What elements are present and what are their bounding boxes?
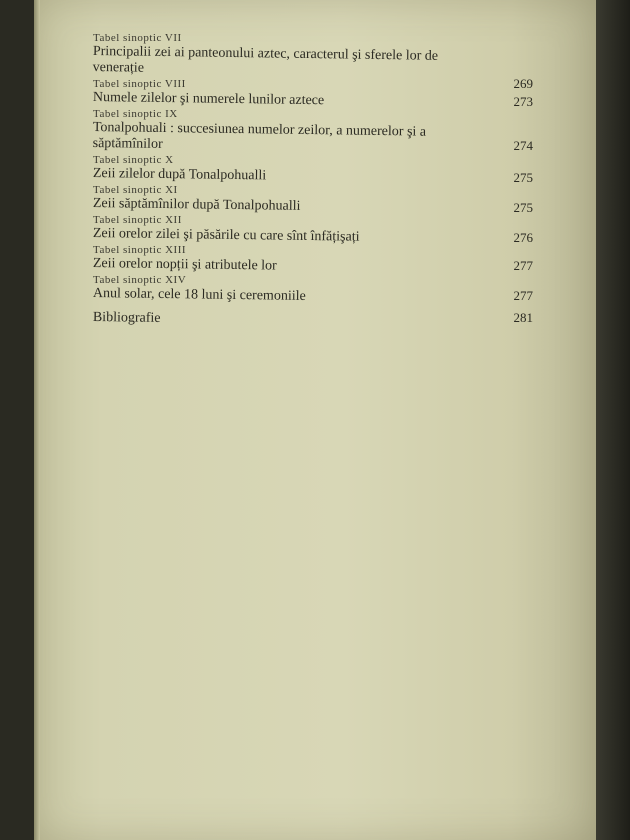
table-of-contents [93,32,533,328]
entry-page: 274 [513,138,533,153]
entry-page: 273 [513,94,533,109]
toc-entry-xi [92,184,533,215]
entry-title: Bibliografie [92,310,161,326]
entry-page: 269 [513,76,533,91]
entry-page: 275 [513,170,533,185]
entry-page: 277 [513,258,533,273]
entry-page: 277 [513,288,533,303]
entry-page: 275 [513,200,533,215]
toc-entry-x [92,154,533,185]
entry-label: Tabel sinoptic XIII [93,244,187,256]
entry-page: 276 [513,230,533,245]
background-strip [596,0,630,840]
entry-title: Zeii zilelor după Tonalpohualli [92,166,267,184]
toc-entry-viii [92,78,533,109]
entry-title: Anul solar, cele 18 luni şi ceremoniile [92,286,306,304]
toc-entry-xii [92,214,533,245]
entry-label: Tabel sinoptic IX [93,108,178,120]
toc-entry-xiv [93,274,533,302]
entry-label: Tabel sinoptic VII [93,32,182,44]
entry-title: Principalii zei ai panteonului aztec, caracterul şi sferele lor de venerație [92,44,439,76]
entry-page: 281 [513,310,533,325]
toc-entry-bibliography [93,310,533,326]
page-edge [34,0,40,840]
entry-title: Zeii orelor zilei şi păsările cu care sînt înfățişați [92,226,360,245]
entry-title: Numele zilelor şi numerele lunilor aztece [92,90,325,109]
toc-entry-ix [93,108,533,152]
toc-entry-xiii [93,244,533,272]
entry-title: Zeii săptămînilor după Tonalpohualli [92,196,301,214]
entry-title: Zeii orelor nopții şi atributele lor [92,256,277,274]
entry-label: Tabel sinoptic XIV [93,274,187,286]
entry-label: Tabel sinoptic X [93,154,174,166]
entry-label: Tabel sinoptic XII [93,214,182,226]
entry-title: Tonalpohuali : succesiunea numelor zeilor, a numerelor şi a săptămînilor [92,120,427,152]
entry-label: Tabel sinoptic VIII [93,78,186,90]
entry-label: Tabel sinoptic XI [93,184,178,196]
